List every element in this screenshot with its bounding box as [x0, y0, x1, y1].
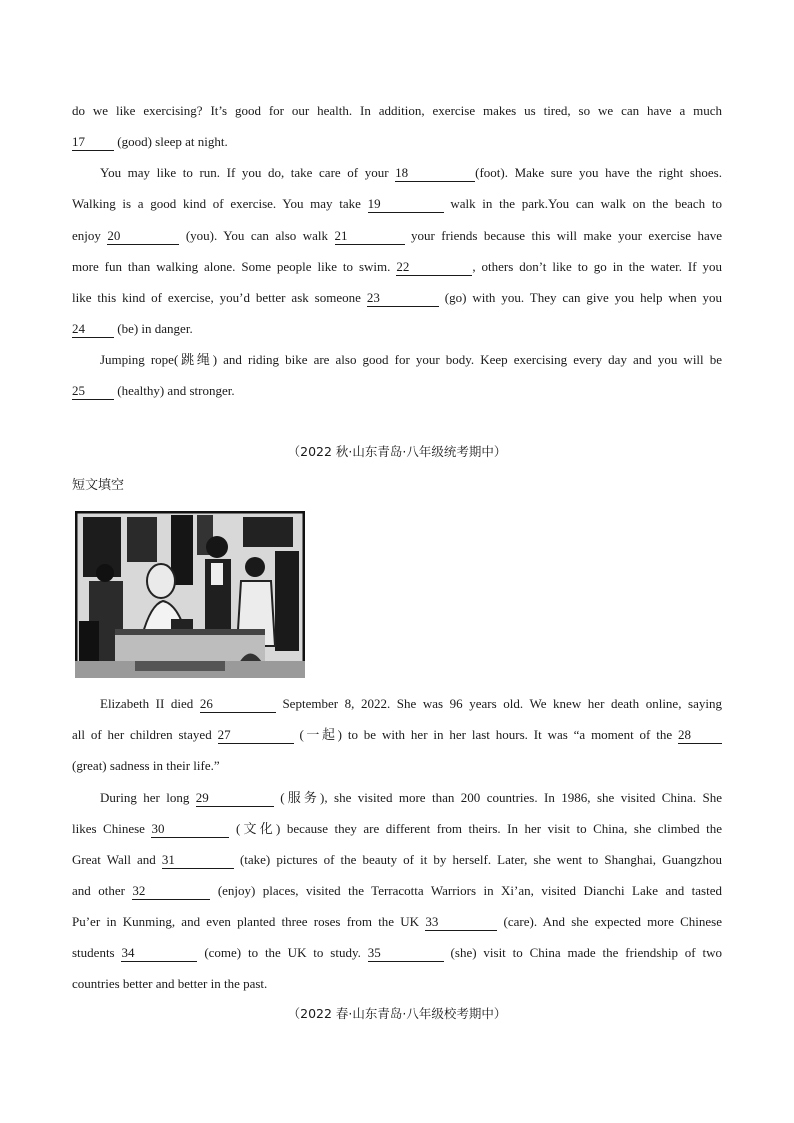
- text-fragment: like this kind of exercise, you’d better ask someone: [72, 290, 367, 305]
- text-fragment: Walking is a good kind of exercise. You may take: [72, 196, 368, 211]
- text-fragment: more fun than walking alone. Some people like to swim.: [72, 259, 397, 274]
- text-fragment: (care). And she expected more Chinese: [497, 914, 722, 929]
- answer-blank-20[interactable]: 20: [107, 229, 179, 245]
- text-fragment: (healthy) and stronger.: [114, 383, 235, 398]
- answer-blank-17[interactable]: 17: [72, 135, 114, 151]
- text-line: [72, 382, 722, 400]
- answer-blank-25[interactable]: 25: [72, 384, 114, 400]
- text-fragment: countries better and better in the past.: [72, 976, 268, 991]
- text-line: [72, 975, 722, 993]
- answer-blank-32[interactable]: 32: [132, 884, 210, 900]
- text-line: [72, 258, 722, 276]
- text-fragment: (come) to the UK to study.: [197, 945, 368, 960]
- answer-blank-30[interactable]: 30: [151, 822, 229, 838]
- text-fragment: During her long: [100, 790, 196, 805]
- text-fragment: (go) with you. They can give you help when you: [438, 290, 722, 305]
- answer-blank-35[interactable]: 35: [368, 946, 444, 962]
- answer-blank-27[interactable]: 27: [218, 728, 294, 744]
- text-line: [72, 757, 722, 775]
- text-fragment: Elizabeth II died: [100, 696, 200, 711]
- text-line: [100, 695, 722, 713]
- text-fragment: Pu’er in Kunming, and even planted three roses from the UK: [72, 914, 426, 929]
- answer-blank-33[interactable]: 33: [425, 915, 497, 931]
- answer-blank-21[interactable]: 21: [335, 229, 405, 245]
- text-line: [72, 102, 722, 120]
- source-citation-2: （2022 春·山东青岛·八年级校考期中）: [287, 1006, 507, 1021]
- text-fragment: (服务), she visited more than 200 countries. In 1986, she visited China. She: [273, 790, 722, 805]
- text-line: [72, 227, 722, 245]
- text-fragment: (good) sleep at night.: [114, 134, 228, 149]
- section-heading: 短文填空: [72, 478, 125, 493]
- text-fragment: enjoy: [72, 228, 108, 243]
- photo-elizabeth-ii: [75, 511, 305, 678]
- text-fragment: , others don’t like to go in the water. If you: [472, 259, 723, 274]
- text-fragment: (一起) to be with her in her last hours. It was “a moment of the: [293, 727, 678, 742]
- text-line: [72, 882, 722, 900]
- text-fragment: (she) visit to China made the friendship of two: [443, 945, 722, 960]
- answer-blank-24[interactable]: 24: [72, 322, 114, 338]
- text-line: [72, 820, 722, 838]
- text-fragment: (foot). Make sure you have the right shoes.: [475, 165, 722, 180]
- text-line: [72, 913, 722, 931]
- text-fragment: do we like exercising? It’s good for our health. In addition, exercise makes us tired, so we can have a much: [72, 103, 722, 118]
- answer-blank-26[interactable]: 26: [200, 697, 276, 713]
- answer-blank-34[interactable]: 34: [121, 946, 197, 962]
- text-fragment: Great Wall and: [72, 852, 162, 867]
- answer-blank-23[interactable]: 23: [367, 291, 439, 307]
- answer-blank-22[interactable]: 22: [396, 260, 472, 276]
- answer-blank-31[interactable]: 31: [162, 853, 234, 869]
- text-fragment: (文化) because they are different from theirs. In her visit to China, she climbed the: [229, 821, 722, 836]
- text-fragment: (enjoy) places, visited the Terracotta Warriors in Xi’an, visited Dianchi Lake and tasted: [210, 883, 722, 898]
- text-fragment: You may like to run. If you do, take care of your: [100, 165, 396, 180]
- text-line: [100, 164, 722, 182]
- text-line: [100, 789, 722, 807]
- text-fragment: likes Chinese: [72, 821, 152, 836]
- text-fragment: (you). You can also walk: [179, 228, 335, 243]
- text-fragment: Jumping rope(跳绳) and riding bike are also good for your body. Keep exercising every day and you will be: [100, 352, 722, 367]
- text-fragment: (great) sadness in their life.”: [72, 758, 220, 773]
- answer-blank-29[interactable]: 29: [196, 791, 274, 807]
- text-fragment: (take) pictures of the beauty of it by herself. Later, she went to Shanghai, Guangzhou: [233, 852, 722, 867]
- text-fragment: walk in the park.You can walk on the beach to: [443, 196, 722, 211]
- answer-blank-19[interactable]: 19: [368, 197, 444, 213]
- source-citation-1: （2022 秋·山东青岛·八年级统考期中）: [287, 444, 507, 459]
- text-line: [100, 351, 722, 369]
- text-line: [72, 289, 722, 307]
- text-line: [72, 944, 722, 962]
- text-fragment: September 8, 2022. She was 96 years old. We knew her death online, saying: [275, 696, 722, 711]
- text-fragment: and other: [72, 883, 133, 898]
- text-line: [72, 133, 722, 151]
- text-line: [72, 851, 722, 869]
- text-fragment: (be) in danger.: [114, 321, 193, 336]
- text-line: [72, 195, 722, 213]
- text-line: [72, 726, 722, 744]
- text-fragment: all of her children stayed: [72, 727, 218, 742]
- text-fragment: students: [72, 945, 122, 960]
- text-line: [72, 320, 722, 338]
- answer-blank-28[interactable]: 28: [678, 728, 722, 744]
- answer-blank-18[interactable]: 18: [395, 166, 475, 182]
- text-fragment: your friends because this will make your exercise have: [404, 228, 722, 243]
